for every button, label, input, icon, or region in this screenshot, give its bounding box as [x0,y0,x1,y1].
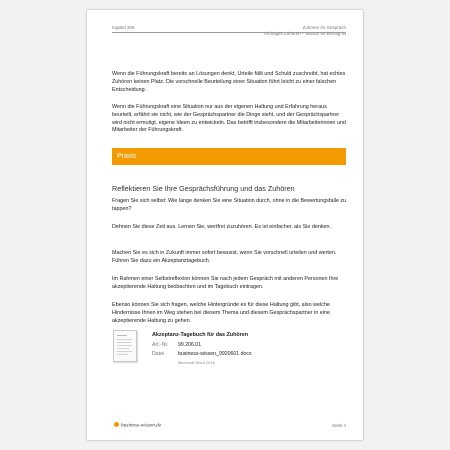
section-title: Reflektieren Sie Ihre Gesprächsführung und das Zuhören [112,184,295,193]
article-number-value: 99.206.01 [178,342,202,348]
header-subtitle: Richtiges Zuhören – warum es wichtig ist [264,30,346,36]
word-document-icon[interactable] [113,330,137,362]
header-divider [112,32,346,33]
intro-paragraph-2: Wenn die Führungskraft eine Situation nur aus der eigenen Haltung und Erfahrung heraus beurteilt, erfährt sie nicht, wie der Gesprächspartner die Dinge sieht, und der Gesprächspartner wird nicht ermutigt, eigene Ideen zu entwickeln. Das betrifft insbesondere die Mitarbeiterinnen und Mitarbeiter der Führungskraft. [112,104,346,134]
praxis-paragraph: Ebenso können Sie sich fragen, welche Hintergründe es für diese Haltung gibt, also welche Hindernisse Ihnen im Weg stehen bei diesem Thema und diesem Gesprächspartner in eine akzeptierende Haltung zu gehen. [112,302,330,324]
file-format-note: Microsoft Word 2016 [178,360,215,365]
brand-logo-text: business-wissen.de [121,422,162,429]
praxis-paragraph: Im Rahmen einer Selbstreflexion können Sie nach jedem Gespräch mit anderen Personen Ihre akzeptierende Haltung beobachten und im Tagebuch eintragen. [112,276,339,290]
praxis-paragraph: Machen Sie es sich in Zukunft immer sofort bewusst, wenn Sie vorschnell urteilen und werten. Führen Sie dazu ein Akzeptanztagebuch. [112,250,337,264]
logo-dot-icon [114,422,119,427]
intro-paragraph-1: Wenn die Führungskraft bereits an Lösungen denkt, Urteile fällt und Schuld zuschreibt, hat echtes Zuhören keinen Platz. Die vorschnelle Beurteilung einer Situation führt leicht zu einer falschen Entscheidung. [112,71,346,93]
chapter-label: Kapitel 306 [112,25,135,30]
praxis-paragraph: Dehnen Sie diese Zeit aus. Lernen Sie, wertfrei zuzuhören. Es ist einfacher, als Sie denken. [112,224,332,230]
praxis-section-bar: Praxis [112,148,346,165]
file-name-link[interactable]: business-wissen_9920601.docx [178,351,252,357]
page-number: Seite 4 [331,423,346,428]
header-title: Zuhören im Gespräch [302,25,346,30]
article-number-label: Art.-Nr. [152,342,169,348]
running-header [264,25,346,36]
document-page [87,10,363,440]
praxis-paragraph: Fragen Sie sich selbst: Wie lange denken Sie eine Situation durch, ohne in die Bewertungsfalle zu tappen? [112,198,347,212]
brand-logo [114,422,161,429]
download-title[interactable]: Akzeptanz-Tagebuch für das Zuhören [152,332,249,338]
file-label: Datei [152,351,165,357]
